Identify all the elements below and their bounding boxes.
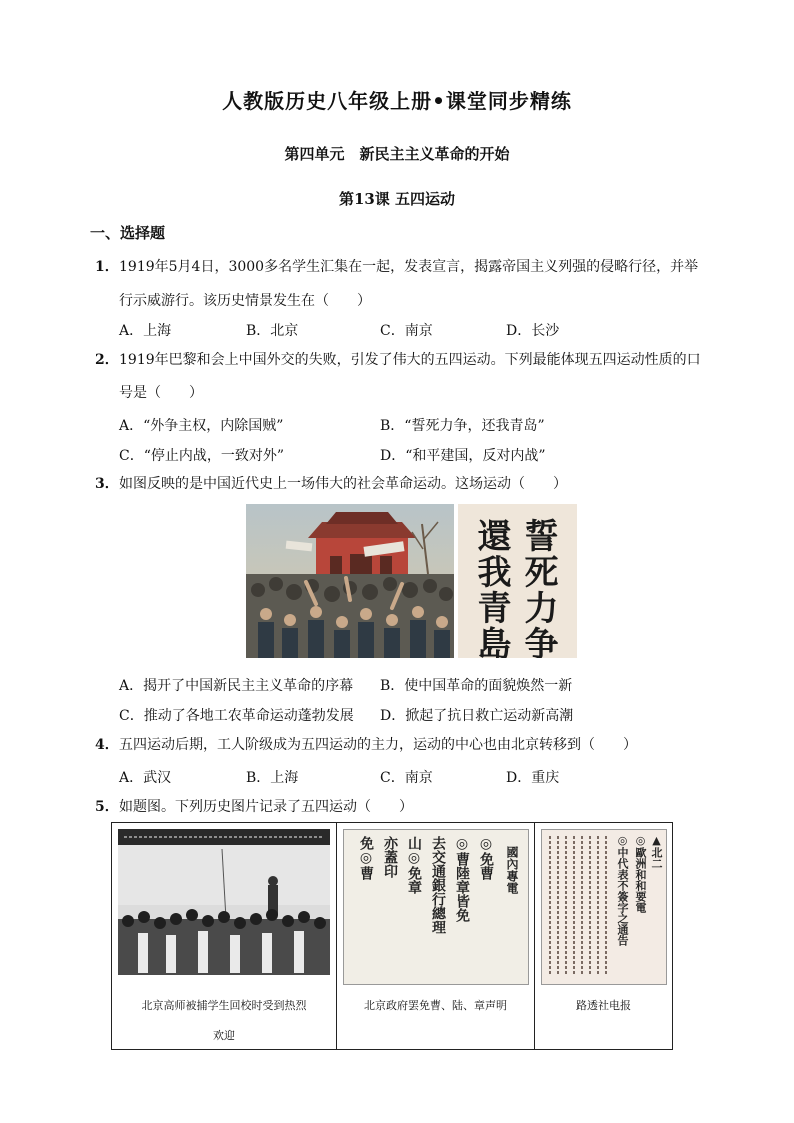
option-a: A．揭开了中国新民主主义革命的序幕: [119, 678, 354, 694]
news-col: ◎歐洲和和要電: [634, 834, 647, 913]
question-number: 3．: [95, 476, 119, 492]
students-return-photo: [118, 829, 330, 975]
table-cell-newspaper: [337, 823, 535, 1049]
telegram-text-block: [546, 836, 612, 978]
news-col: ▲北二: [650, 834, 663, 869]
option-c: C．“停止内战，一致对外”: [119, 448, 285, 464]
question-number: 5．: [95, 799, 119, 815]
question-4: [95, 731, 715, 760]
caption-newspaper: 北京政府罢免曹、陆、章声明: [364, 999, 507, 1012]
question-text-cont: 号是（ ）: [119, 385, 203, 401]
question-2: [95, 346, 715, 375]
section-heading: 一、选择题: [90, 224, 166, 242]
caption-photo: 北京高师被捕学生回校时受到热烈: [141, 999, 307, 1012]
q5-picture-table: [111, 822, 673, 1050]
protest-painting-image: [246, 504, 577, 658]
table-cell-photo: [112, 823, 337, 1049]
lesson-heading: 第13课 五四运动: [338, 190, 456, 208]
news-col: 去交通銀行總理: [430, 836, 446, 934]
caption-photo-cont: 欢迎: [213, 1029, 235, 1042]
option-c: C．推动了各地工农革命运动蓬勃发展: [119, 708, 354, 724]
figure-may-fourth: [246, 504, 577, 658]
question-text: 如题图。下列历史图片记录了五四运动（ ）: [119, 799, 413, 815]
question-text-cont: 行示威游行。该历史情景发生在（ ）: [119, 293, 371, 309]
calligraphy-col-right: 誓死力争: [518, 518, 558, 658]
question-text: 1919年5月4日，3000多名学生汇集在一起，发表宣言，揭露帝国主义列强的侵略行径，并举: [119, 259, 699, 275]
option-d: D．掀起了抗日救亡运动新高潮: [380, 708, 574, 724]
option-c: C．南京: [380, 323, 433, 339]
option-b: B．使中国革命的面貌焕然一新: [380, 678, 573, 694]
table-cell-telegram: [535, 823, 672, 1049]
news-col: ◎免曹: [478, 836, 494, 880]
option-b: B．“誓死力争，还我青岛”: [380, 418, 545, 434]
question-number: 2．: [95, 352, 119, 368]
question-5: [95, 793, 715, 822]
unit-heading: 第四单元 新民主主义革命的开始: [284, 145, 510, 163]
question-number: 4．: [95, 737, 119, 753]
option-d: D．“和平建国，反对内战”: [380, 448, 546, 464]
question-number: 1．: [95, 259, 119, 275]
question-text: 1919年巴黎和会上中国外交的失败，引发了伟大的五四运动。下列最能体现五四运动性质的口: [119, 352, 701, 368]
news-col: 山◎免章: [406, 836, 422, 894]
newspaper-clipping-image: [343, 829, 529, 985]
option-d: D．长沙: [506, 323, 560, 339]
telegram-clipping-image: [541, 829, 667, 985]
option-c: C．南京: [380, 770, 433, 786]
news-col: ◎中代表不簽字之通告: [616, 834, 629, 946]
question-3: [95, 470, 715, 499]
news-col: 亦蓋印: [382, 836, 398, 878]
option-a: A．“外争主权，内除国贼”: [119, 418, 284, 434]
question-text: 五四运动后期，工人阶级成为五四运动的主力，运动的中心也由北京转移到（ ）: [119, 737, 637, 753]
calligraphy-col-left: 還我青島: [471, 518, 511, 658]
news-col: 免◎曹: [358, 836, 374, 880]
option-a: A．上海: [119, 323, 172, 339]
news-col: ◎曹陸章皆免: [454, 836, 470, 922]
option-d: D．重庆: [506, 770, 560, 786]
caption-telegram: 路透社电报: [576, 999, 631, 1012]
news-col: 國內專電: [505, 846, 519, 894]
option-a: A．武汉: [119, 770, 172, 786]
option-b: B．上海: [246, 770, 299, 786]
option-b: B．北京: [246, 323, 299, 339]
question-text: 如图反映的是中国近代史上一场伟大的社会革命运动。这场运动（ ）: [119, 476, 567, 492]
question-1: [95, 253, 715, 282]
page-title: 人教版历史八年级上册•课堂同步精练: [222, 89, 572, 113]
